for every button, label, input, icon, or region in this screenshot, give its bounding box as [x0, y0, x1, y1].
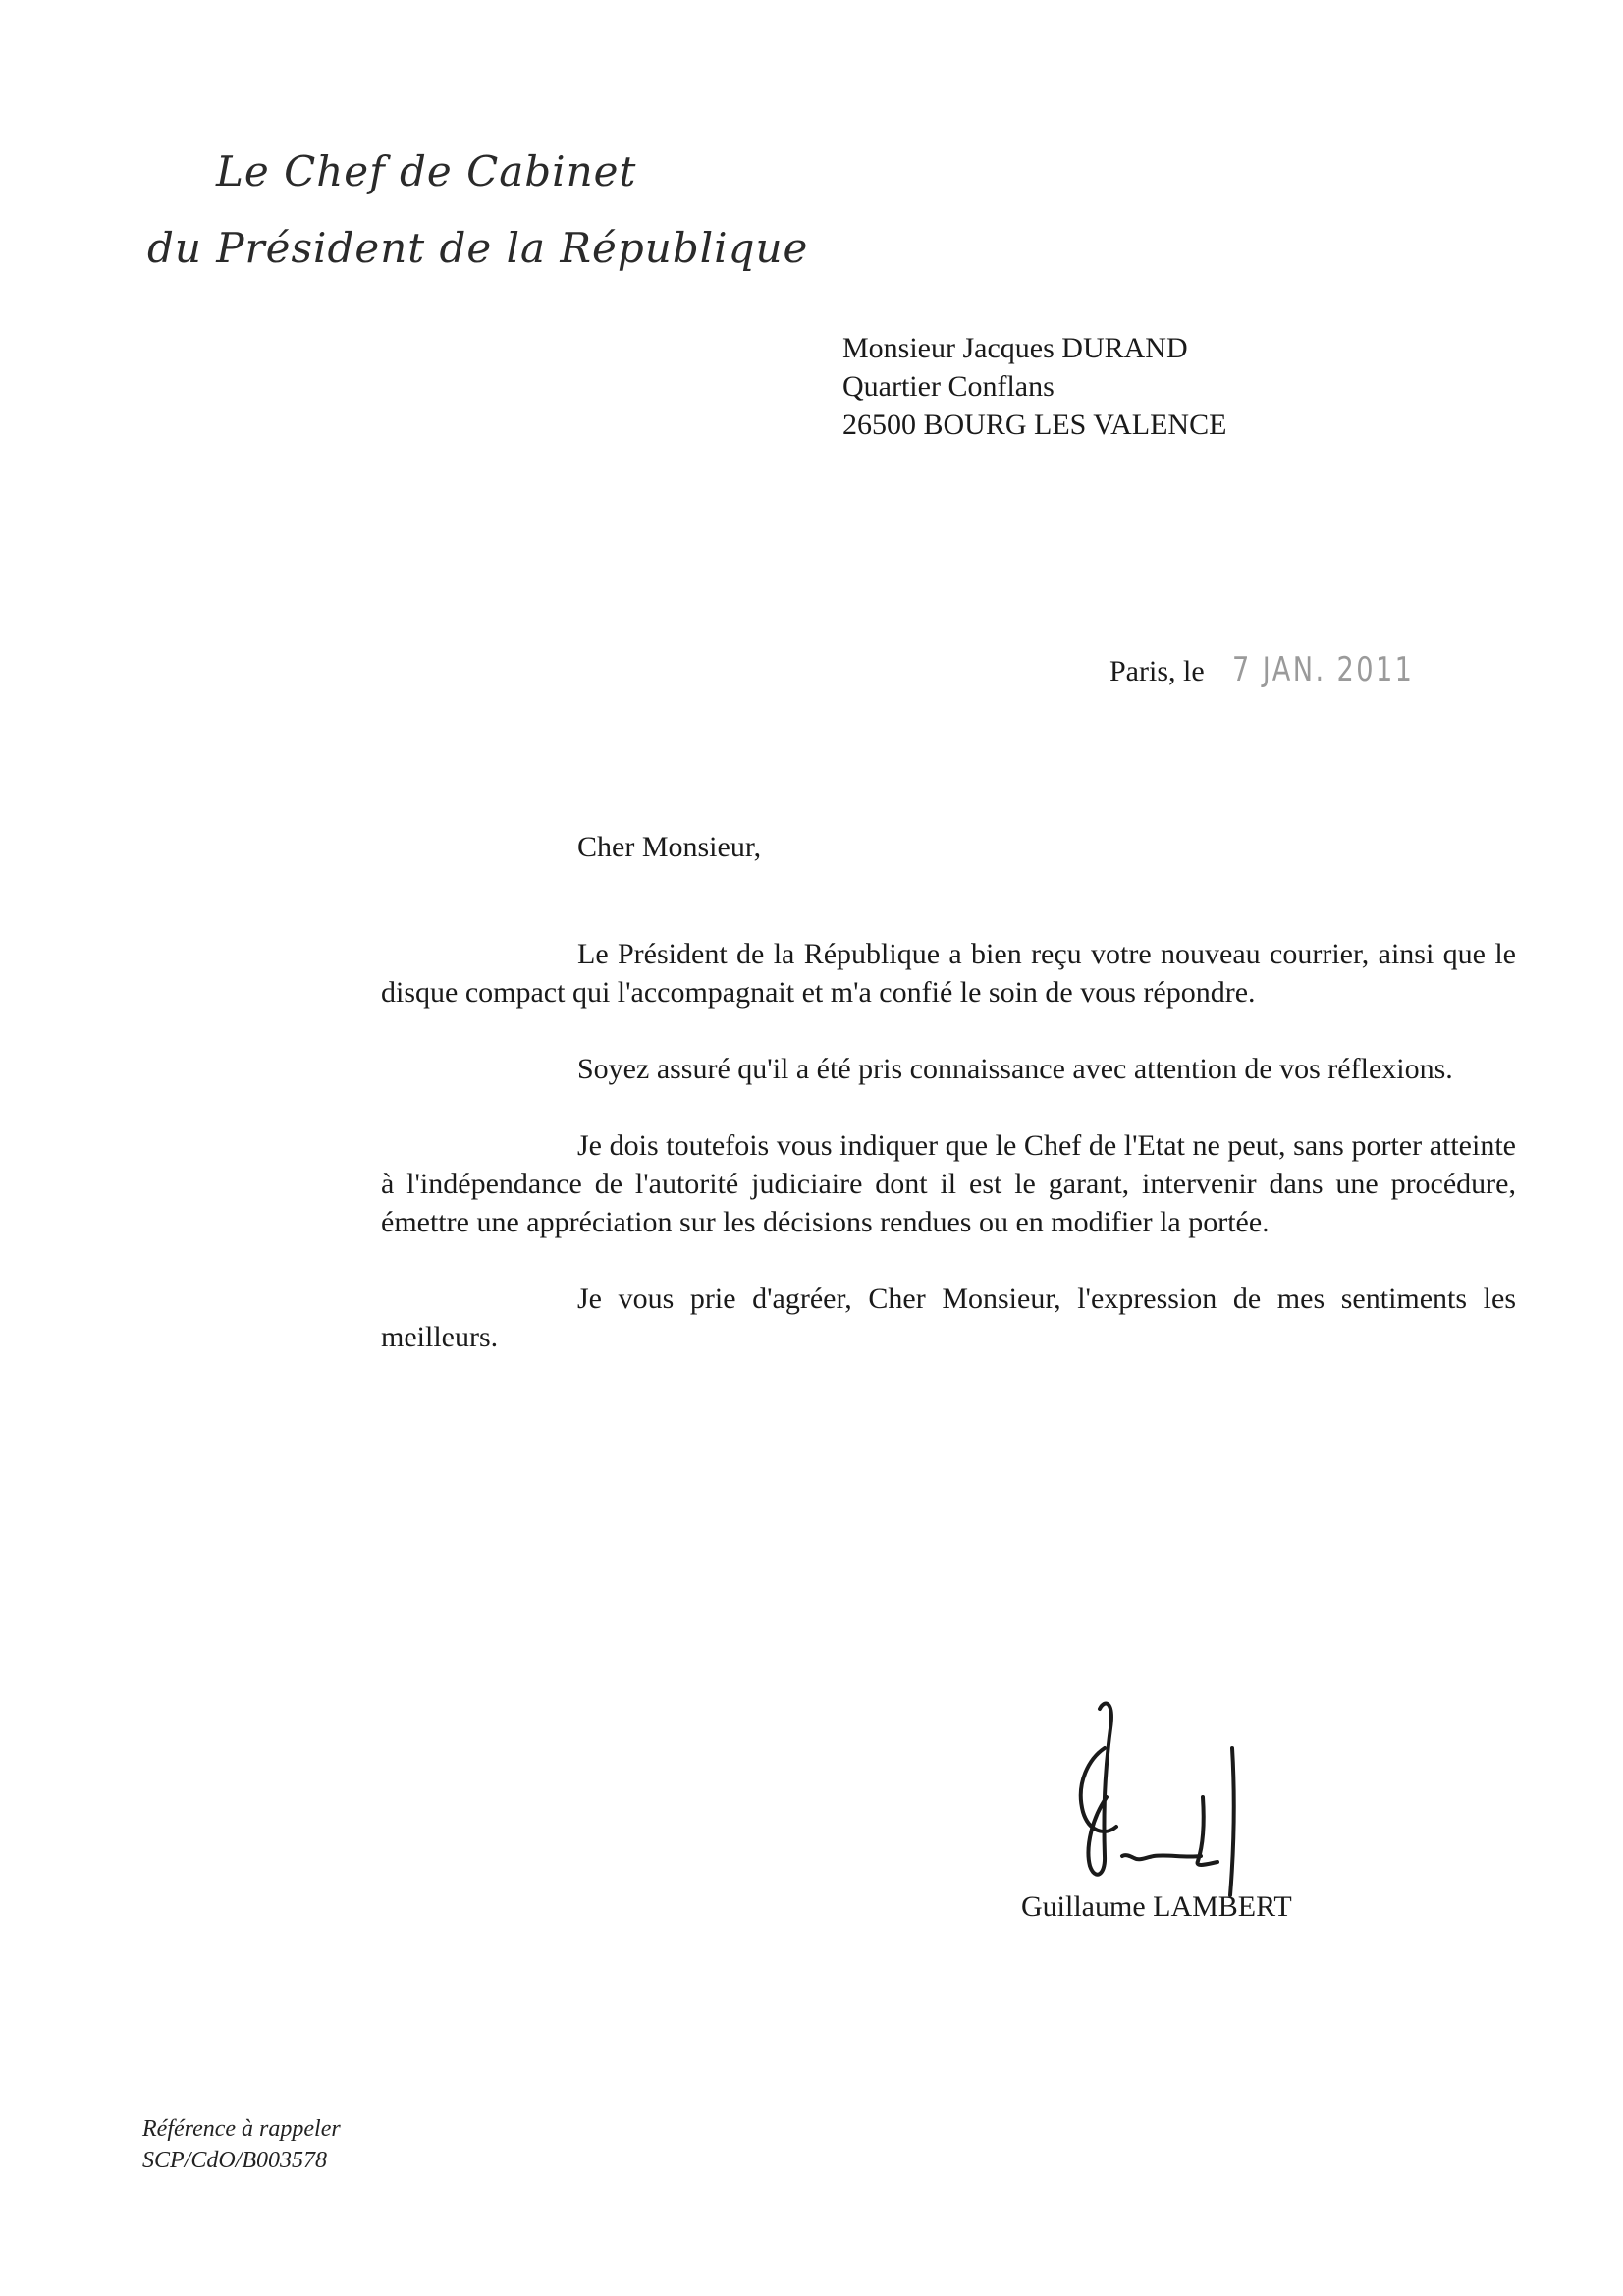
recipient-city: 26500 BOURG LES VALENCE — [842, 409, 1227, 441]
handwritten-signature — [1046, 1689, 1262, 1905]
letter-body — [381, 935, 1516, 1394]
body-paragraph: Le Président de la République a bien reçu votre nouveau courrier, ainsi que le disque compact qui l'accompagnait et m'a confié le soin de vous répondre. — [381, 938, 1516, 1009]
body-paragraph: Je dois toutefois vous indiquer que le Chef de l'Etat ne peut, sans porter atteinte à l'indépendance de l'autorité judiciaire dont il est le garant, intervenir dans une procédure, émettre une appréciation sur les décisions rendues ou en modifier la portée. — [381, 1129, 1516, 1238]
greeting: Cher Monsieur, — [577, 831, 762, 863]
reference-block — [142, 2113, 341, 2176]
letterhead-subtitle: du Président de la République — [147, 224, 809, 272]
recipient-address — [842, 329, 1226, 444]
recipient-name: Monsieur Jacques DURAND — [842, 332, 1188, 364]
body-paragraph: Soyez assuré qu'il a été pris connaissance avec attention de vos réflexions. — [577, 1053, 1453, 1085]
body-paragraph: Je vous prie d'agréer, Cher Monsieur, l'expression de mes sentiments les meilleurs. — [381, 1283, 1516, 1353]
reference-code: SCP/CdO/B003578 — [142, 2148, 328, 2173]
signer-name: Guillaume LAMBERT — [1021, 1890, 1292, 1923]
date-prefix: Paris, le — [1109, 655, 1205, 687]
date-stamp: 7 JAN. 2011 — [1231, 650, 1415, 689]
reference-label: Référence à rappeler — [142, 2116, 341, 2142]
date-line — [1109, 650, 1459, 689]
recipient-street: Quartier Conflans — [842, 370, 1055, 403]
letterhead-title: Le Chef de Cabinet — [216, 147, 637, 195]
